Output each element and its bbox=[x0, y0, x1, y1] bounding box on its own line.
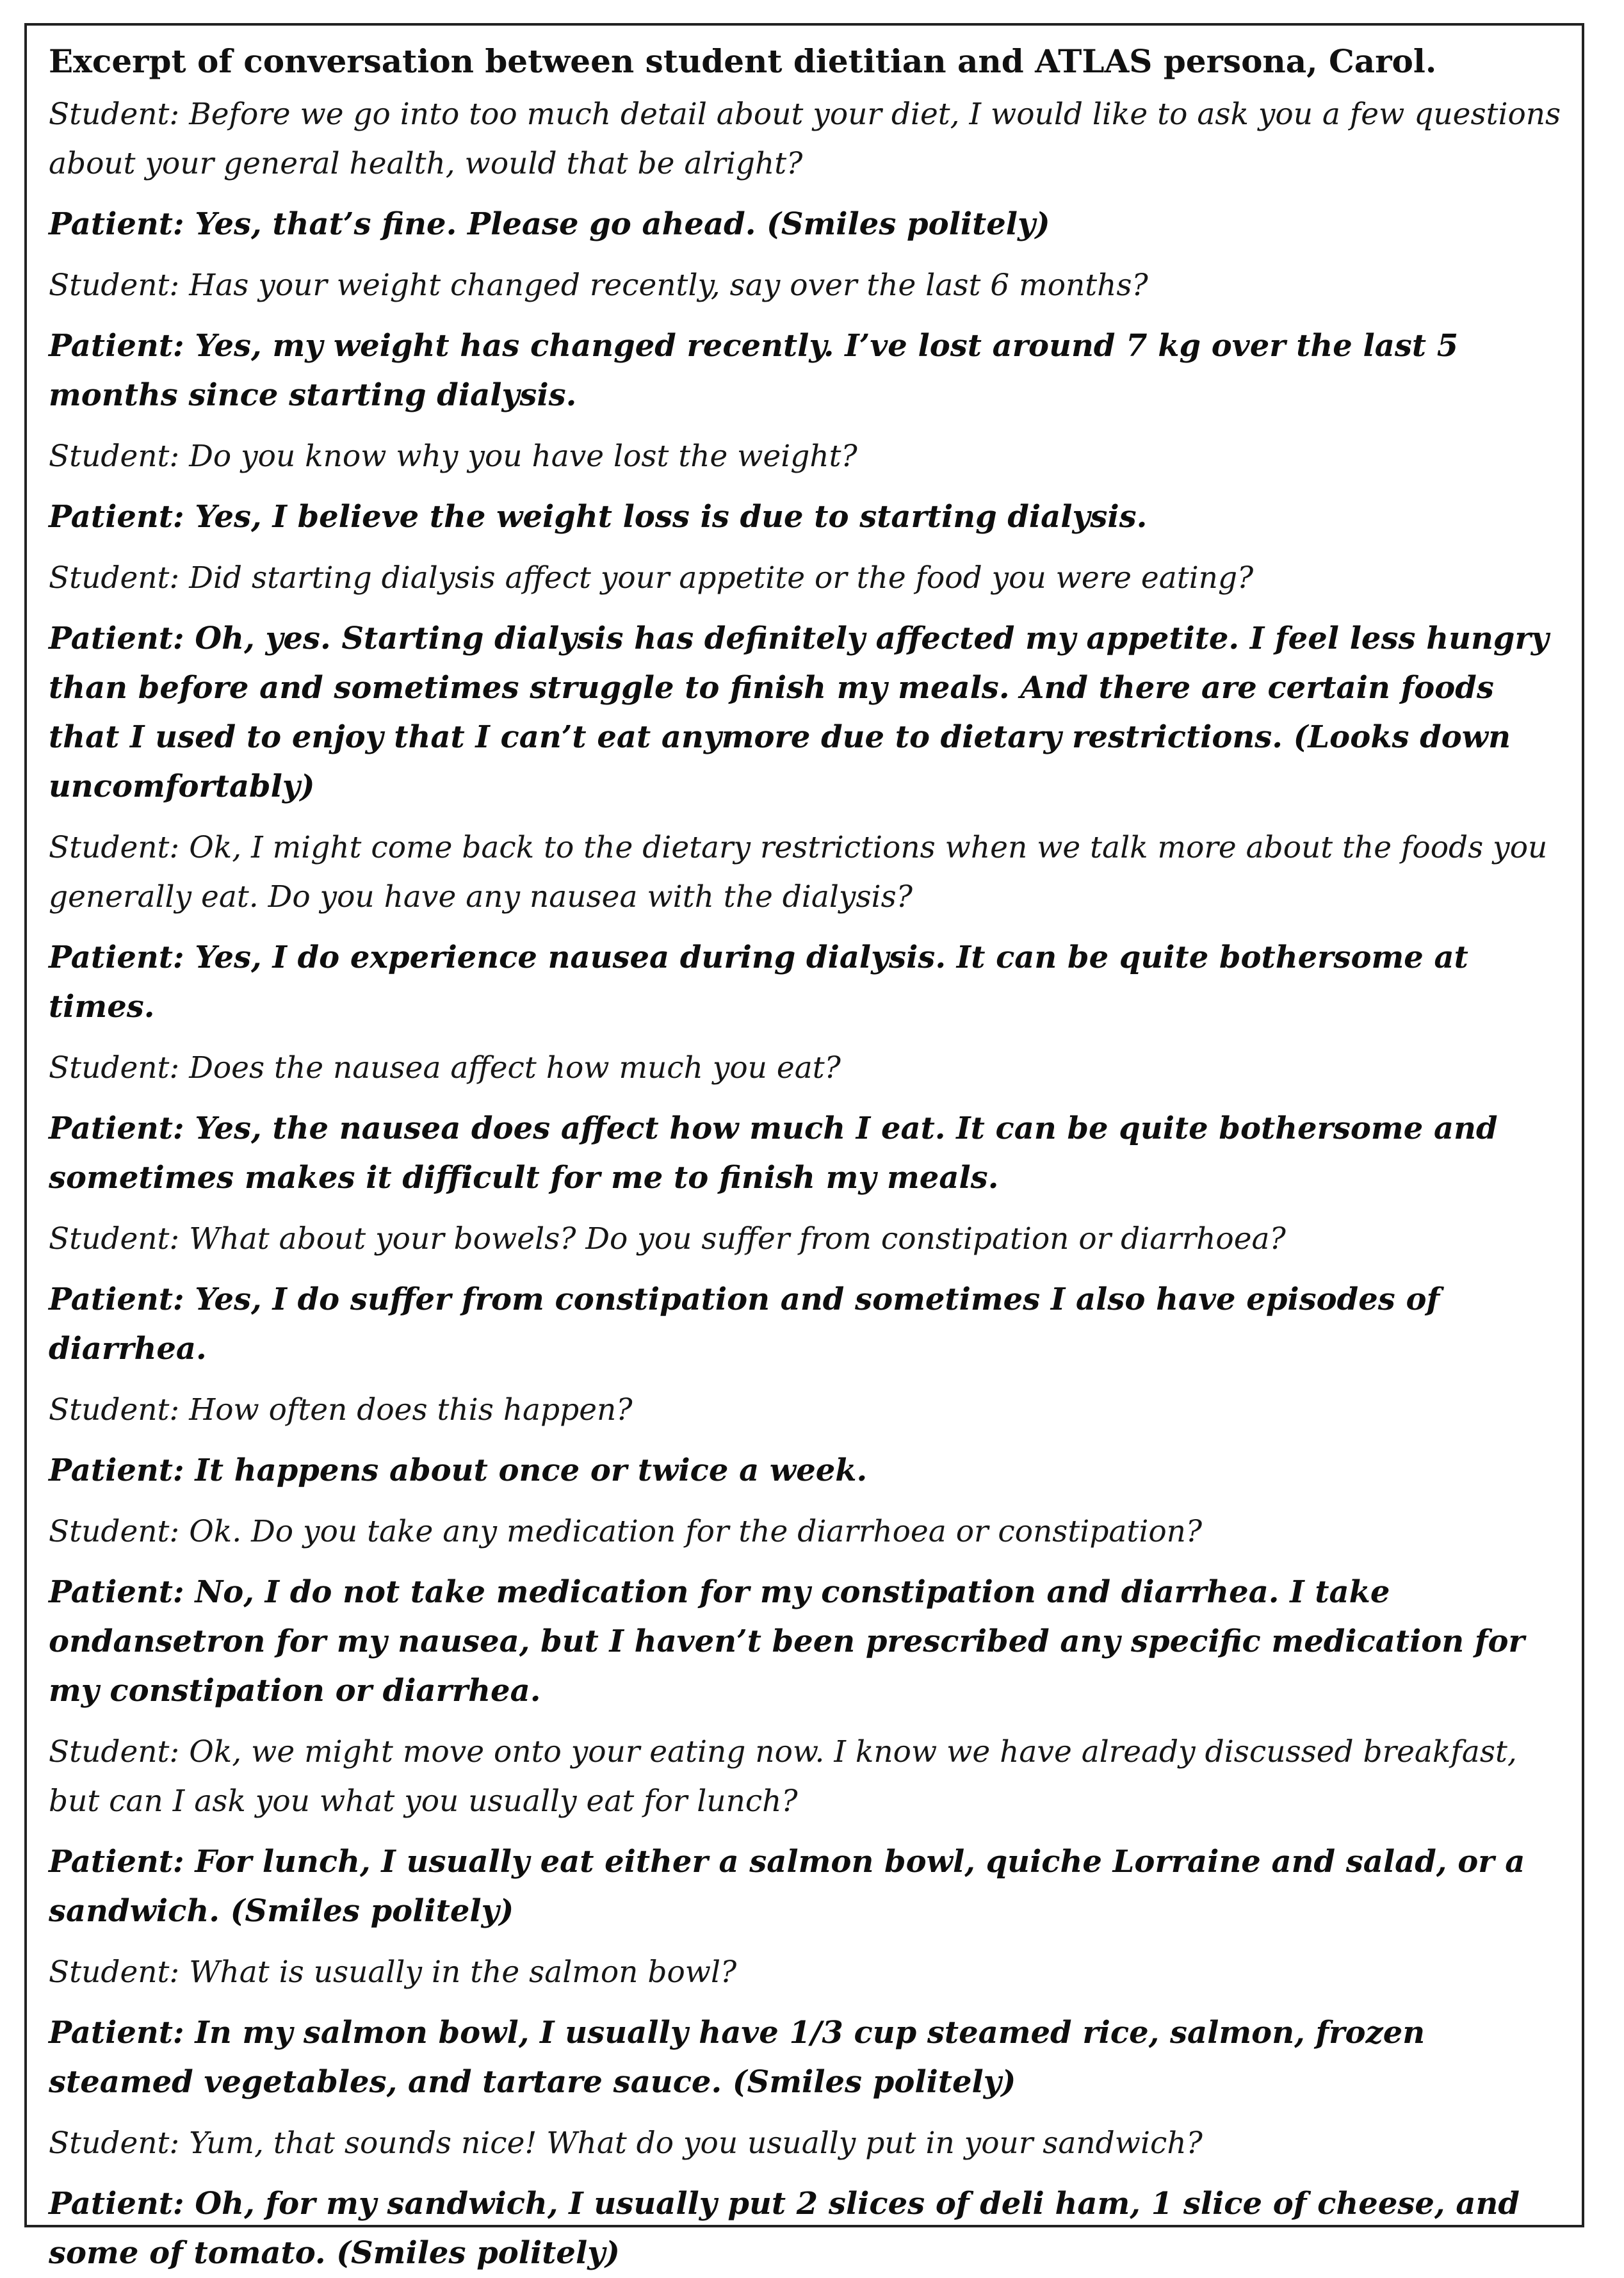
utterance-text: Has your weight changed recently, say over the last 6 months? bbox=[189, 268, 1148, 303]
utterance-text: Yes, I do experience nausea during dialysis. It can be quite bothersome at times. bbox=[49, 940, 1468, 1025]
speaker-label: Patient: bbox=[49, 206, 184, 242]
dialogue-turn-patient bbox=[49, 933, 1563, 1032]
speaker-label: Student: bbox=[49, 560, 180, 596]
dialogue-turn-patient bbox=[49, 2179, 1563, 2278]
excerpt-title: Excerpt of conversation between student dietitian and ATLAS persona, Carol. bbox=[49, 42, 1437, 80]
speaker-label: Patient: bbox=[49, 1574, 184, 1610]
utterance-text: Yes, the nausea does affect how much I eat. It can be quite bothersome and sometimes makes it difficult for me to finish my meals. bbox=[49, 1111, 1498, 1196]
dialogue-turn-patient bbox=[49, 1837, 1563, 1936]
utterance-text: Did starting dialysis affect your appetite or the food you were eating? bbox=[189, 560, 1254, 596]
utterance-text: Yes, that’s fine. Please go ahead. (Smiles politely) bbox=[195, 206, 1050, 242]
speaker-label: Student: bbox=[49, 268, 180, 303]
speaker-label: Patient: bbox=[49, 940, 184, 975]
utterance-text: No, I do not take medication for my constipation and diarrhea. I take ondansetron for my nausea, but I haven’t been prescribed any specific medication for my constipation or diarrhea. bbox=[49, 1574, 1525, 1709]
dialogue-turn-patient bbox=[49, 1275, 1563, 1374]
speaker-label: Patient: bbox=[49, 499, 184, 535]
dialogue-turn-student bbox=[49, 261, 1563, 310]
speaker-label: Patient: bbox=[49, 621, 184, 656]
utterance-text: Yes, I believe the weight loss is due to starting dialysis. bbox=[195, 499, 1148, 535]
speaker-label: Student: bbox=[49, 1050, 180, 1086]
speaker-label: Student: bbox=[49, 1514, 180, 1549]
utterance-text: Does the nausea affect how much you eat? bbox=[189, 1050, 841, 1086]
utterance-text: Oh, for my sandwich, I usually put 2 slices of deli ham, 1 slice of cheese, and some of tomato. (Smiles politely) bbox=[49, 2186, 1520, 2271]
speaker-label: Student: bbox=[49, 97, 180, 132]
utterance-text: What is usually in the salmon bowl? bbox=[189, 1955, 737, 1990]
utterance-text: How often does this happen? bbox=[189, 1392, 633, 1428]
dialogue-turn-student bbox=[49, 90, 1563, 188]
utterance-text: Before we go into too much detail about your diet, I would like to ask you a few questions about your general health, would that be alright? bbox=[49, 97, 1561, 181]
speaker-label: Patient: bbox=[49, 1281, 184, 1317]
speaker-label: Student: bbox=[49, 2126, 180, 2161]
speaker-label: Student: bbox=[49, 1955, 180, 1990]
utterance-text: Yum, that sounds nice! What do you usually put in your sandwich? bbox=[189, 2126, 1203, 2161]
dialogue-turn-student bbox=[49, 553, 1563, 603]
utterance-text: For lunch, I usually eat either a salmon bowl, quiche Lorraine and salad, or a sandwich. (Smiles politely) bbox=[49, 1844, 1525, 1929]
dialogue-turn-patient bbox=[49, 321, 1563, 420]
dialogue-turn-patient bbox=[49, 614, 1563, 811]
dialogue-turn-student bbox=[49, 823, 1563, 922]
dialogue-turn-student bbox=[49, 1214, 1563, 1264]
speaker-label: Patient: bbox=[49, 2015, 184, 2051]
speaker-label: Student: bbox=[49, 1734, 180, 1770]
dialogue-turn-student bbox=[49, 2119, 1563, 2168]
dialogue-turn-student bbox=[49, 1043, 1563, 1093]
dialogue-turn-student bbox=[49, 1385, 1563, 1435]
dialogue-turn-patient bbox=[49, 1446, 1563, 1495]
speaker-label: Student: bbox=[49, 1221, 180, 1257]
speaker-label: Patient: bbox=[49, 2186, 184, 2222]
conversation-box bbox=[24, 23, 1584, 2271]
utterance-text: Ok, we might move onto your eating now. I know we have already discussed breakfast, but can I ask you what you usually eat for lunch? bbox=[49, 1734, 1517, 1819]
utterance-text: It happens about once or twice a week. bbox=[195, 1452, 868, 1488]
dialogue-turn-patient bbox=[49, 200, 1563, 249]
speaker-label: Patient: bbox=[49, 328, 184, 364]
speaker-label: Patient: bbox=[49, 1844, 184, 1880]
utterance-text: Ok. Do you take any medication for the diarrhoea or constipation? bbox=[189, 1514, 1203, 1549]
speaker-label: Student: bbox=[49, 830, 180, 865]
dialogue-turn-student bbox=[49, 1507, 1563, 1556]
utterance-text: Yes, my weight has changed recently. I’ve lost around 7 kg over the last 5 months since starting dialysis. bbox=[49, 328, 1459, 413]
dialogue-turn-student bbox=[49, 432, 1563, 481]
utterance-text: Ok, I might come back to the dietary restrictions when we talk more about the foods you generally eat. Do you have any nausea with the dialysis? bbox=[49, 830, 1548, 915]
dialogue-turn-student bbox=[49, 1948, 1563, 1997]
utterance-text: What about your bowels? Do you suffer from constipation or diarrhoea? bbox=[189, 1221, 1286, 1257]
speaker-label: Patient: bbox=[49, 1452, 184, 1488]
dialogue-turn-patient bbox=[49, 2008, 1563, 2107]
utterance-text: In my salmon bowl, I usually have 1/3 cup steamed rice, salmon, frozen steamed vegetables, and tartare sauce. (Smiles politely) bbox=[49, 2015, 1425, 2100]
speaker-label: Student: bbox=[49, 439, 180, 474]
dialogue-turn-patient bbox=[49, 1568, 1563, 1716]
speaker-label: Student: bbox=[49, 1392, 180, 1428]
dialogue-turn-patient bbox=[49, 1104, 1563, 1203]
utterance-text: Oh, yes. Starting dialysis has definitely affected my appetite. I feel less hungry than before and sometimes struggle to finish my meals. And there are certain foods that I used to enjoy that I can’t eat anymore due to dietary restrictions. (Looks down uncomfortably) bbox=[49, 621, 1549, 804]
dialogue-turn-patient bbox=[49, 492, 1563, 542]
utterance-text: Do you know why you have lost the weight? bbox=[189, 439, 857, 474]
utterance-text: Yes, I do suffer from constipation and sometimes I also have episodes of diarrhea. bbox=[49, 1281, 1440, 1367]
dialogue-turn-student bbox=[49, 1727, 1563, 1826]
speaker-label: Patient: bbox=[49, 1111, 184, 1146]
